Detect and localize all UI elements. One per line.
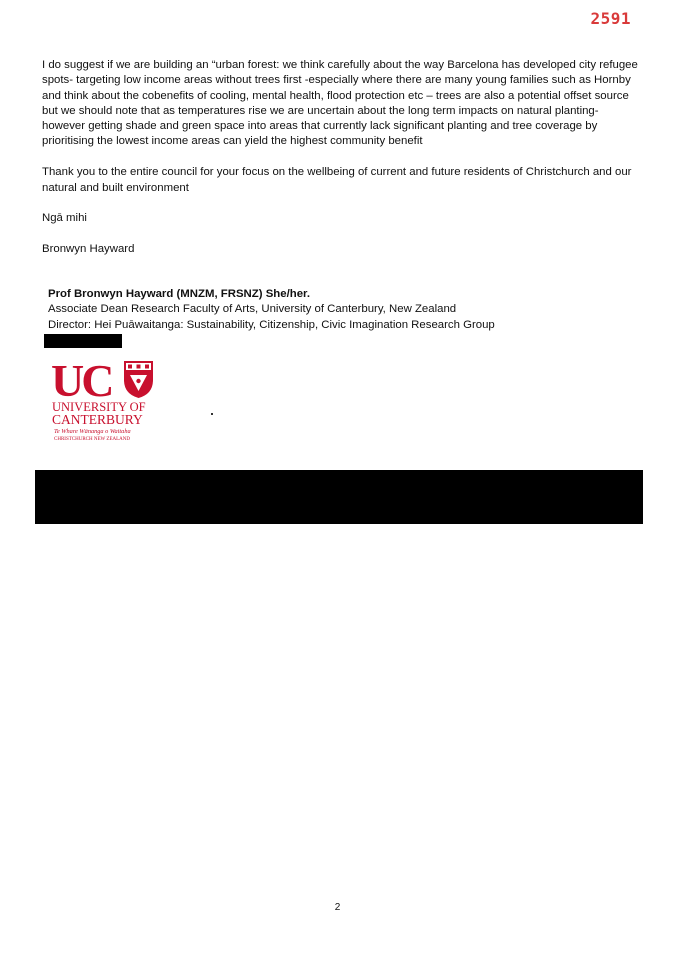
crest-icon	[124, 361, 153, 398]
logo-monogram: UC	[51, 358, 112, 406]
document-stamp-number: 2591	[590, 9, 631, 28]
signature-name: Prof Bronwyn Hayward (MNZM, FRSNZ) She/her.	[48, 288, 311, 300]
logo-line-canterbury: CANTERBURY	[52, 412, 143, 427]
signature-role: Director: Hei Puāwaitanga: Sustainability, Citizenship, Civic Imagination Research Group	[48, 318, 495, 331]
signature-block	[48, 287, 648, 333]
redaction-bar-large	[35, 470, 643, 524]
paragraph-signoff-name: Bronwyn Hayward	[42, 243, 135, 256]
letter-body	[42, 58, 642, 273]
logo-location: CHRISTCHURCH NEW ZEALAND	[54, 437, 131, 442]
signature-title: Associate Dean Research Faculty of Arts, University of Canterbury, New Zealand	[48, 303, 457, 316]
stray-mark	[211, 413, 213, 415]
redaction-bar-small	[44, 334, 122, 348]
logo-tagline: Te Whare Wānanga o Waitaha	[54, 428, 131, 435]
university-logo	[51, 358, 159, 444]
paragraph-closing: Ngā mihi	[42, 212, 87, 225]
logo-line-university-of: UNIVERSITY OF	[52, 400, 146, 414]
paragraph-urban-forest: I do suggest if we are building an “urban forest: we think carefully about the way Barcelona has developed city refugee spots- targeting low income areas without trees first -especially where there are many young families such as Hornby and think about the cobenefits of cooling, mental health, flood protection etc – trees are also a potential offset source but we should note that as temperatures rise we are uncertain about the long term impacts on natural planting- however getting shade and green space into areas that currently lack significant planting and tree coverage by prioritising the lowest income areas can yield the highest community benefit	[42, 59, 638, 148]
footer-page-number: 2	[334, 902, 341, 913]
paragraph-thanks: Thank you to the entire council for your focus on the wellbeing of current and future residents of Christchurch and our natural and built environment	[42, 166, 632, 194]
